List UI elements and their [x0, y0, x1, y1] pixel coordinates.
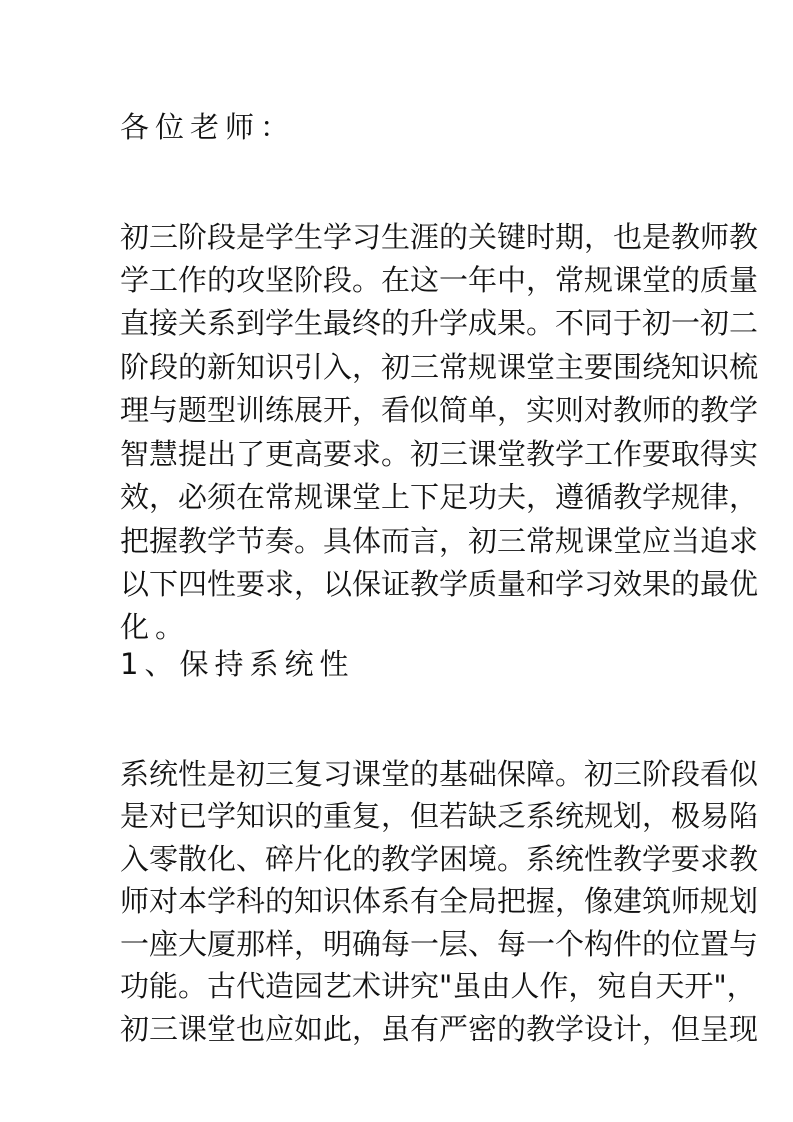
- paragraph-line: 师对本学科的知识体系有全局把握，像建筑师规划: [120, 884, 759, 918]
- greeting: 各位老师：: [120, 110, 296, 144]
- paragraph-line: 初三阶段是学生学习生涯的关键时期，也是教师教: [120, 220, 759, 254]
- paragraph-line: 直接关系到学生最终的升学成果。不同于初一初二: [120, 306, 759, 340]
- paragraph-line: 初三课堂也应如此，虽有严密的教学设计，但呈现: [120, 1012, 759, 1046]
- section-heading: 1、保持系统性: [120, 647, 355, 681]
- paragraph-line: 效，必须在常规课堂上下足功夫，遵循教学规律，: [120, 480, 759, 514]
- paragraph-line: 学工作的攻坚阶段。在这一年中，常规课堂的质量: [120, 263, 759, 297]
- paragraph-line: 功能。古代造园艺术讲究"虽由人作，宛自天开"，: [120, 969, 756, 1003]
- paragraph-line: 系统性是初三复习课堂的基础保障。初三阶段看似: [120, 757, 759, 791]
- paragraph-line: 以下四性要求，以保证教学质量和学习效果的最优: [120, 567, 759, 601]
- paragraph-line: 入零散化、碎片化的教学困境。系统性教学要求教: [120, 842, 759, 876]
- paragraph-line: 把握教学节奏。具体而言，初三常规课堂应当追求: [120, 524, 759, 558]
- paragraph-line: 化。: [120, 610, 191, 644]
- paragraph-line: 智慧提出了更高要求。初三课堂教学工作要取得实: [120, 437, 759, 471]
- paragraph-line: 是对已学知识的重复，但若缺乏系统规划，极易陷: [120, 799, 759, 833]
- paragraph-line: 一座大厦那样，明确每一层、每一个构件的位置与: [120, 927, 759, 961]
- paragraph-line: 理与题型训练展开，看似简单，实则对教师的教学: [120, 393, 759, 427]
- paragraph-line: 阶段的新知识引入，初三常规课堂主要围绕知识梳: [120, 350, 759, 384]
